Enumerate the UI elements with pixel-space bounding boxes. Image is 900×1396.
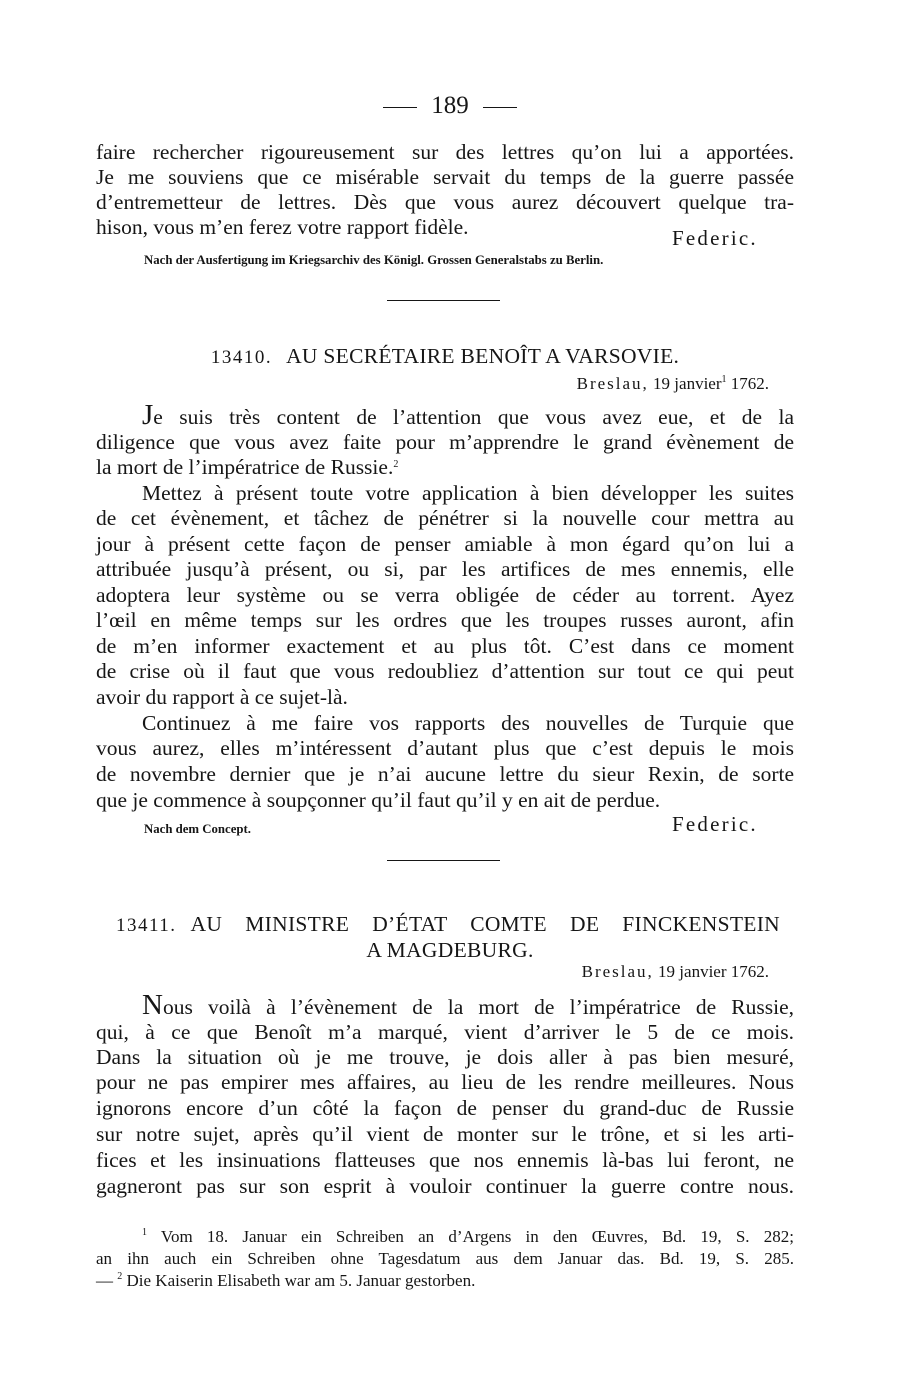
dateline-place: Breslau, (581, 962, 654, 981)
body-line: fices et les insinuations flatteuses que nos ennemis là-bas lui feront, ne (96, 1148, 794, 1172)
body-line: jour à présent cette façon de penser amiable à mon égard qu’on lui a (96, 532, 794, 556)
body-line: ignorons encore d’un côté la façon de penser du grand-duc de Russie (96, 1096, 794, 1120)
body-line: Mettez à présent toute votre application à bien développer les suites (142, 481, 794, 505)
dateline-date: 19 janvier 1762. (658, 962, 769, 981)
footnote-mark: 1 (142, 1227, 147, 1238)
dateline-place: Breslau, (576, 374, 649, 393)
letter-title-line2: A MAGDEBURG. (366, 938, 534, 962)
footnote: an ihn auch ein Schreiben ohne Tagesdatum aus dem Januar das. Bd. 19, S. 285. (96, 1249, 794, 1268)
body-line: de cet évènement, et tâchez de pénétrer si la nouvelle cour mettra au (96, 506, 794, 530)
footnote-text: Vom 18. Januar ein Schreiben an d’Argens in den Œuvres, Bd. 19, S. 282; (160, 1227, 794, 1246)
header-dash-left (383, 107, 417, 108)
letter-heading (0, 342, 890, 372)
signature: Federic. (672, 226, 758, 250)
signature: Federic. (672, 812, 758, 836)
footnote (96, 1270, 475, 1292)
body-line: pour ne pas empirer mes affaires, au lieu de les rendre meilleures. Nous (96, 1070, 794, 1094)
body-line: d’entremetteur de lettres. Dès que vous aurez découvert quelque tra- (96, 190, 794, 214)
dateline-date: 19 janvier (653, 374, 722, 393)
body-line: avoir du rapport à ce sujet-là. (96, 685, 348, 709)
body-line: Dans la situation où je me trouve, je dois aller à pas bien mesuré, (96, 1045, 794, 1069)
page-number: 189 (431, 92, 469, 119)
body-line (96, 455, 398, 481)
body-line: adoptera leur système ou se verra obligée de céder au torrent. Ayez (96, 583, 794, 607)
archive-source-note: Nach dem Concept. (144, 822, 251, 836)
footnote-ref: 1 (721, 374, 727, 385)
footnote-text: Die Kaiserin Elisabeth war am 5. Januar gestorben. (126, 1271, 476, 1290)
body-line-rest: e suis très content de l’attention que vous avez eue, et de la (153, 405, 794, 429)
archive-source-note: Nach der Ausfertigung im Kriegsarchiv des Königl. Grossen Generalstabs zu Berlin. (144, 253, 604, 267)
header-dash-right (483, 107, 517, 108)
initial-letter: J (142, 399, 154, 431)
dateline (582, 962, 769, 982)
body-line-text: la mort de l’impératrice de Russie. (96, 455, 394, 479)
footnote-ref: 2 (393, 459, 399, 470)
body-line (142, 399, 794, 431)
body-line: vous aurez, elles m’intéressent d’autant plus que c’est depuis le mois (96, 736, 794, 760)
page-header (0, 88, 900, 124)
body-line: Je me souviens que ce misérable servait du temps de la guerre passée (96, 165, 794, 189)
body-line (142, 989, 794, 1021)
footnote-dash: — (96, 1271, 113, 1290)
body-line: qui, à ce que Benoît m’a marqué, vient d’arriver le 5 de ce mois. (96, 1020, 794, 1044)
dateline-year: 1762. (730, 374, 769, 393)
footnote-mark: 2 (117, 1271, 123, 1282)
letter-number: 13411. (116, 915, 177, 936)
initial-letter: N (142, 989, 163, 1021)
letter-title: AU SECRÉTAIRE BENOÎT A VARSOVIE. (286, 344, 680, 368)
letter-title: AU MINISTRE D’ÉTAT COMTE DE FINCKENSTEIN (190, 912, 780, 936)
letter-number: 13410. (210, 347, 273, 368)
body-line: diligence que vous avez faite pour m’apprendre le grand évènement de (96, 430, 794, 454)
body-line: que je commence à soupçonner qu’il faut qu’il y en ait de perdue. (96, 788, 661, 812)
section-divider (387, 860, 500, 861)
body-line: de m’en informer exactement et au plus tôt. C’est dans ce moment (96, 634, 794, 658)
dateline (577, 374, 769, 394)
body-line: Continuez à me faire vos rapports des nouvelles de Turquie que (142, 711, 794, 735)
body-line: l’œil en même temps sur les ordres que les troupes russes auront, afin (96, 608, 794, 632)
body-line: sur notre sujet, après qu’il vient de monter sur le trône, et si les arti- (96, 1122, 794, 1146)
section-divider (387, 300, 500, 301)
body-line: gagneront pas sur son esprit à vouloir continuer la guerre contre nous. (96, 1174, 794, 1198)
body-line: faire rechercher rigoureusement sur des lettres qu’on lui a apportées. (96, 140, 794, 164)
body-line: hison, vous m’en ferez votre rapport fidèle. (96, 215, 469, 239)
body-line: attribuée jusqu’à présent, ou si, par les artifices de mes ennemis, elle (96, 557, 794, 581)
footnote (142, 1226, 794, 1248)
body-line: de novembre dernier que je n’ai aucune lettre du sieur Rexin, de sorte (96, 762, 794, 786)
body-line: de crise où il faut que vous redoubliez d’attention sur tout ce qui peut (96, 659, 794, 683)
body-line-rest: ous voilà à l’évènement de la mort de l’impératrice de Russie, (162, 995, 794, 1019)
